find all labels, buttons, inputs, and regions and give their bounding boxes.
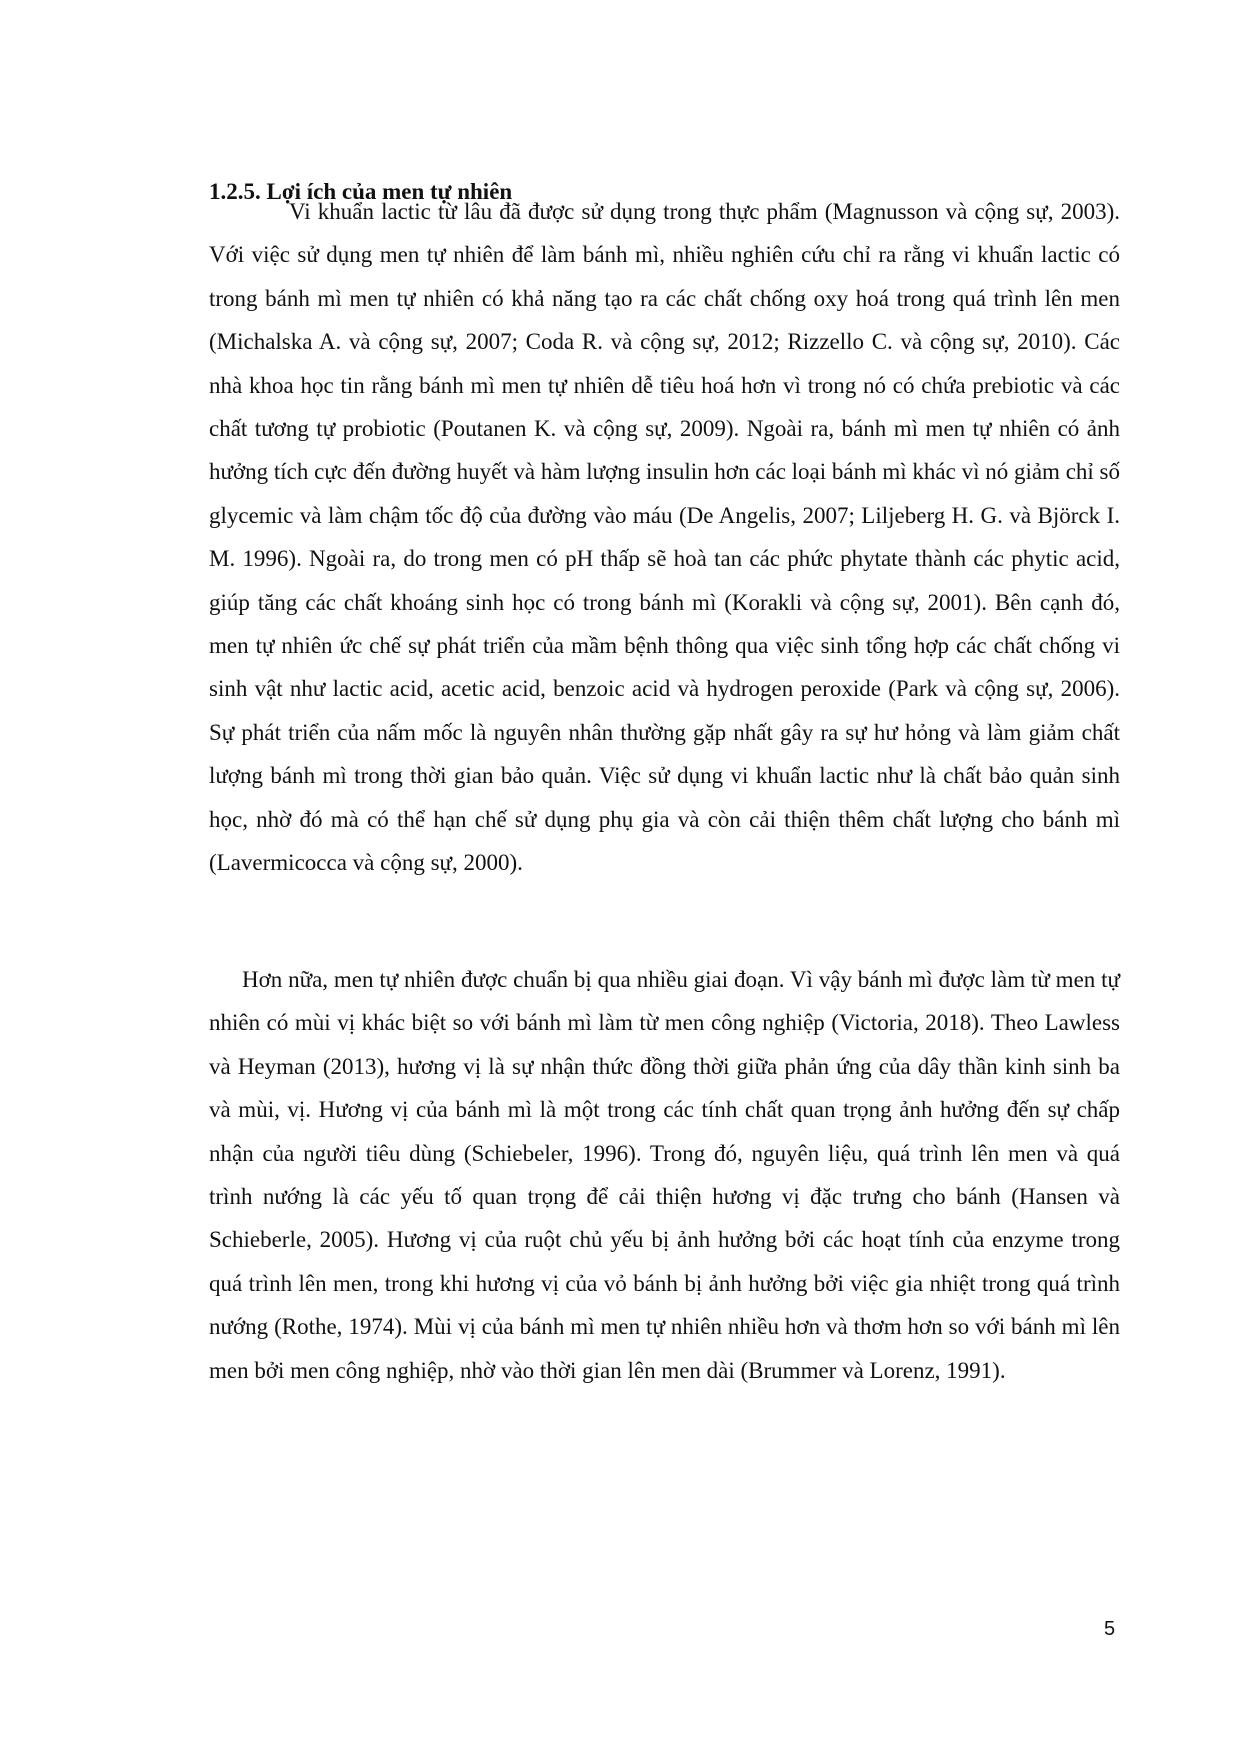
body-paragraph-2: Hơn nữa, men tự nhiên được chuẩn bị qua nhiều giai đoạn. Vì vậy bánh mì được làm từ men tự nhiên có mùi vị khác biệt so với bánh mì làm từ men công nghiệp (Victoria, 2018). Theo Lawless và Heyman (2013), hương vị là sự nhận thức đồng thời giữa phản ứng của dây thần kinh sinh ba và mùi, vị. Hương vị của bánh mì là một trong các tính chất quan trọng ảnh hưởng đến sự chấp nhận của người tiêu dùng (Schiebeler, 1996). Trong đó, nguyên liệu, quá trình lên men và quá trình nướng là các yếu tố quan trọng để cải thiện hương vị đặc trưng cho bánh (Hansen và Schieberle, 2005). Hương vị của ruột chủ yếu bị ảnh hưởng bởi các hoạt tính của enzyme trong quá trình lên men, trong khi hương vị của vỏ bánh bị ảnh hưởng bởi việc gia nhiệt trong quá trình nướng (Rothe, 1974). Mùi vị của bánh mì men tự nhiên nhiều hơn và thơm hơn so với bánh mì lên men bởi men công nghiệp, nhờ vào thời gian lên men dài (Brummer và Lorenz, 1991).	[209, 967, 1120, 1383]
section-heading: 1.2.5. Lợi ích của men tự nhiên	[209, 179, 513, 204]
body-paragraph-1: Vi khuẩn lactic từ lâu đã được sử dụng trong thực phẩm (Magnusson và cộng sự, 2003). Với việc sử dụng men tự nhiên để làm bánh mì, nhiều nghiên cứu chỉ ra rằng vi khuẩn lactic có trong bánh mì men tự nhiên có khả năng tạo ra các chất chống oxy hoá trong quá trình lên men (Michalska A. và cộng sự, 2007; Coda R. và cộng sự, 2012; Rizzello C. và cộng sự, 2010). Các nhà khoa học tin rằng bánh mì men tự nhiên dễ tiêu hoá hơn vì trong nó có chứa prebiotic và các chất tương tự probiotic (Poutanen K. và cộng sự, 2009). Ngoài ra, bánh mì men tự nhiên có ảnh hưởng tích cực đến đường huyết và hàm lượng insulin hơn các loại bánh mì khác vì nó giảm chỉ số glycemic và làm chậm tốc độ của đường vào máu (De Angelis, 2007; Liljeberg H. G. và Björck I. M. 1996). Ngoài ra, do trong men có pH thấp sẽ hoà tan các phức phytate thành các phytic acid, giúp tăng các chất khoáng sinh học có trong bánh mì (Korakli và cộng sự, 2001). Bên cạnh đó, men tự nhiên ức chế sự phát triển của mầm bệnh thông qua việc sinh tổng hợp các chất chống vi sinh vật như lactic acid, acetic acid, benzoic acid và hydrogen peroxide (Park và cộng sự, 2006). Sự phát triển của nấm mốc là nguyên nhân thường gặp nhất gây ra sự hư hỏng và làm giảm chất lượng bánh mì trong thời gian bảo quản. Việc sử dụng vi khuẩn lactic như là chất bảo quản sinh học, nhờ đó mà có thể hạn chế sử dụng phụ gia và còn cải thiện thêm chất lượng cho bánh mì (Lavermicocca và cộng sự, 2000).	[209, 199, 1120, 876]
page-number: 5	[1104, 1618, 1116, 1640]
